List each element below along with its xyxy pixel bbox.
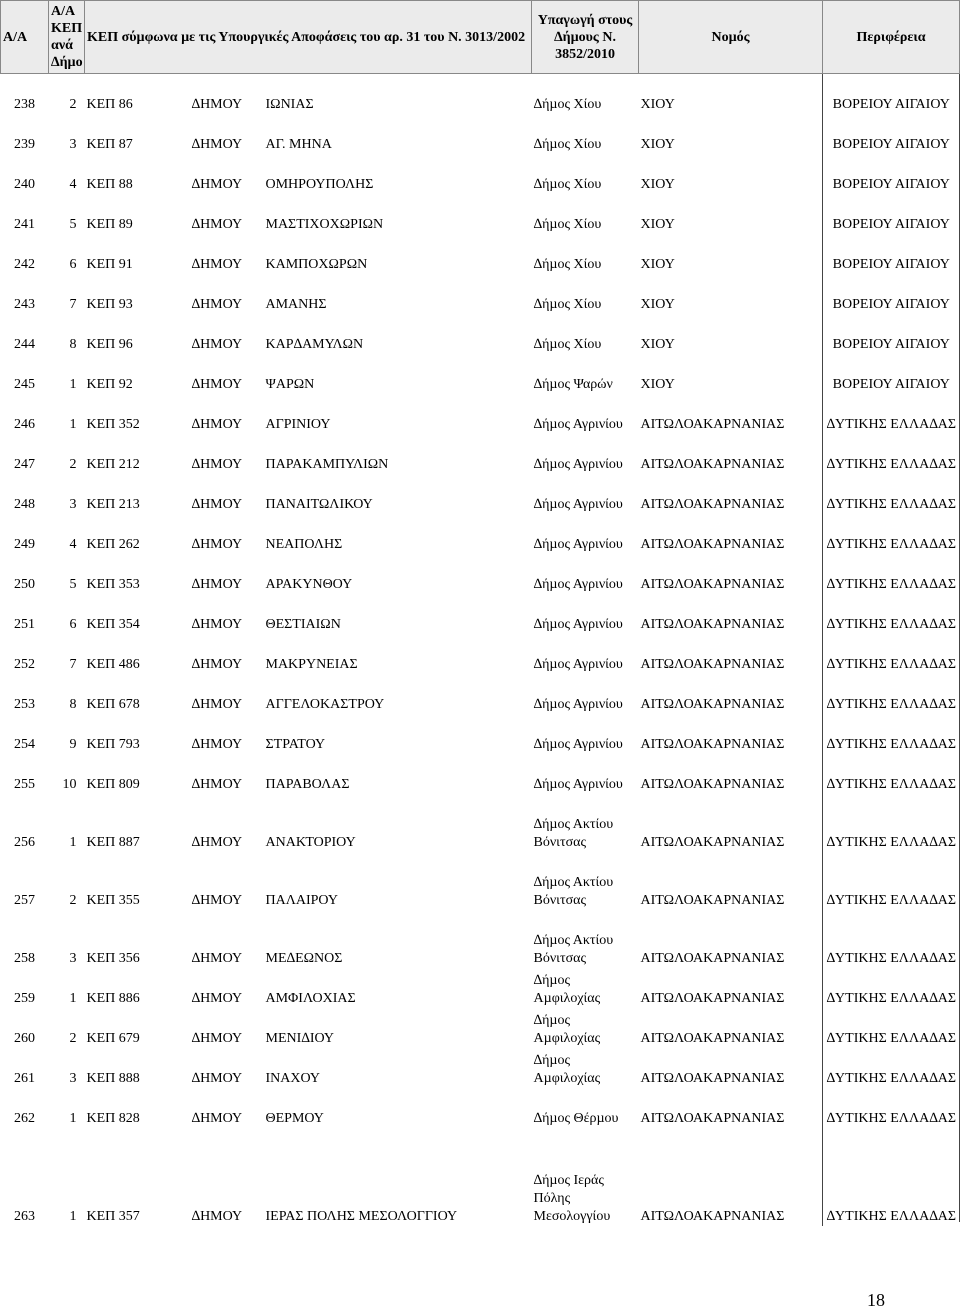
- cell-aa: 251: [14, 616, 35, 632]
- cell-kep: ΚΕΠ 88: [86, 176, 133, 192]
- cell-dimou: ∆ΗΜΟΥ: [191, 736, 243, 752]
- cell-ypagogi: ∆ήµος Ιεράς Πόλης Μεσολογγίου: [533, 1172, 611, 1224]
- cell-region: ∆ΥΤΙΚΗΣ ΕΛΛΑ∆ΑΣ: [823, 1128, 960, 1226]
- cell-local-number: 2: [69, 96, 77, 112]
- cell-aa: 246: [14, 416, 35, 432]
- cell-region: ∆ΥΤΙΚΗΣ ΕΛΛΑ∆ΑΣ: [823, 754, 960, 794]
- table-row: [1, 154, 960, 194]
- table-row: [1, 852, 960, 910]
- cell-dimou: ∆ΗΜΟΥ: [191, 336, 243, 352]
- cell-ypagogi: ∆ήµος Χίου: [533, 336, 602, 352]
- cell-dimou: ∆ΗΜΟΥ: [191, 1070, 243, 1086]
- table-row: [1, 394, 960, 434]
- cell-ypagogi: ∆ήµος Αγρινίου: [533, 776, 623, 792]
- cell-region: ΒΟΡΕΙΟΥ ΑΙΓΑΙΟΥ: [823, 354, 960, 394]
- cell-dimou: ∆ΗΜΟΥ: [191, 616, 243, 632]
- table-row: [1, 74, 960, 114]
- cell-ypagogi: ∆ήµος Αµφιλοχίας: [533, 1012, 601, 1046]
- cell-kep: ΚΕΠ 886: [86, 990, 140, 1006]
- cell-dimou: ∆ΗΜΟΥ: [191, 376, 243, 392]
- cell-nomos: ΧΙΟΥ: [640, 96, 675, 112]
- cell-kep: ΚΕΠ 89: [86, 216, 133, 232]
- cell-kep: ΚΕΠ 86: [86, 96, 133, 112]
- cell-municipality: ΚΑΡ∆ΑΜΥΛΩΝ: [265, 336, 364, 352]
- cell-municipality: ΑΓΓΕΛΟΚΑΣΤΡΟΥ: [265, 696, 385, 712]
- cell-nomos: ΑΙΤΩΛΟΑΚΑΡΝΑΝΙΑΣ: [640, 536, 785, 552]
- header-kep: ΚΕΠ σύµφωνα µε τις Υπουργικές Αποφάσεις του αρ. 31 του Ν. 3013/2002: [85, 1, 532, 74]
- cell-kep: ΚΕΠ 809: [86, 776, 140, 792]
- cell-nomos: ΧΙΟΥ: [640, 136, 675, 152]
- cell-nomos: ΧΙΟΥ: [640, 256, 675, 272]
- cell-kep: ΚΕΠ 793: [86, 736, 140, 752]
- cell-aa: 258: [14, 950, 35, 966]
- cell-local-number: 7: [69, 296, 77, 312]
- cell-ypagogi: ∆ήµος Αµφιλοχίας: [533, 1052, 601, 1086]
- cell-dimou: ∆ΗΜΟΥ: [191, 576, 243, 592]
- cell-nomos: ΑΙΤΩΛΟΑΚΑΡΝΑΝΙΑΣ: [640, 1070, 785, 1086]
- cell-local-number: 3: [69, 1070, 77, 1086]
- cell-ypagogi: ∆ήµος Αγρινίου: [533, 456, 623, 472]
- table-row: [1, 754, 960, 794]
- cell-local-number: 3: [69, 136, 77, 152]
- cell-nomos: ΧΙΟΥ: [640, 376, 675, 392]
- table-row: [1, 1008, 960, 1048]
- cell-region: ∆ΥΤΙΚΗΣ ΕΛΛΑ∆ΑΣ: [823, 634, 960, 674]
- cell-local-number: 1: [69, 416, 77, 432]
- cell-local-number: 1: [69, 990, 77, 1006]
- cell-municipality: ΝΕΑΠΟΛΗΣ: [265, 536, 343, 552]
- table-row: [1, 674, 960, 714]
- table-row: [1, 1048, 960, 1088]
- cell-region: ∆ΥΤΙΚΗΣ ΕΛΛΑ∆ΑΣ: [823, 968, 960, 1008]
- cell-municipality: ΠΑΡΑΚΑΜΠΥΛΙΩΝ: [265, 456, 389, 472]
- cell-dimou: ∆ΗΜΟΥ: [191, 416, 243, 432]
- table-row: [1, 434, 960, 474]
- cell-aa: 262: [14, 1110, 35, 1126]
- cell-kep: ΚΕΠ 352: [86, 416, 140, 432]
- cell-local-number: 3: [69, 950, 77, 966]
- cell-municipality: ΘΕΣΤΙΑΙΩΝ: [265, 616, 341, 632]
- table-row: [1, 474, 960, 514]
- cell-ypagogi: ∆ήµος Ακτίου Βόνιτσας: [533, 874, 614, 908]
- cell-dimou: ∆ΗΜΟΥ: [191, 296, 243, 312]
- cell-kep: ΚΕΠ 486: [86, 656, 140, 672]
- cell-aa: 257: [14, 892, 35, 908]
- cell-dimou: ∆ΗΜΟΥ: [191, 990, 243, 1006]
- cell-municipality: ΑΓ. ΜΗΝΑ: [265, 136, 332, 152]
- cell-nomos: ΑΙΤΩΛΟΑΚΑΡΝΑΝΙΑΣ: [640, 736, 785, 752]
- table-row: [1, 968, 960, 1008]
- cell-dimou: ∆ΗΜΟΥ: [191, 1208, 243, 1224]
- cell-dimou: ∆ΗΜΟΥ: [191, 136, 243, 152]
- cell-aa: 260: [14, 1030, 35, 1046]
- cell-ypagogi: ∆ήµος Χίου: [533, 216, 602, 232]
- cell-nomos: ΧΙΟΥ: [640, 216, 675, 232]
- cell-region: ΒΟΡΕΙΟΥ ΑΙΓΑΙΟΥ: [823, 314, 960, 354]
- cell-ypagogi: ∆ήµος Χίου: [533, 136, 602, 152]
- cell-dimou: ∆ΗΜΟΥ: [191, 1030, 243, 1046]
- cell-aa: 255: [14, 776, 35, 792]
- cell-region: ΒΟΡΕΙΟΥ ΑΙΓΑΙΟΥ: [823, 114, 960, 154]
- cell-nomos: ΧΙΟΥ: [640, 296, 675, 312]
- cell-aa: 245: [14, 376, 35, 392]
- cell-dimou: ∆ΗΜΟΥ: [191, 834, 243, 850]
- cell-ypagogi: ∆ήµος Ακτίου Βόνιτσας: [533, 932, 614, 966]
- cell-kep: ΚΕΠ 87: [86, 136, 133, 152]
- table-row: [1, 514, 960, 554]
- cell-municipality: ΚΑΜΠΟΧΩΡΩΝ: [265, 256, 368, 272]
- cell-municipality: ΠΑΛΑΙΡΟΥ: [265, 892, 338, 908]
- cell-aa: 247: [14, 456, 35, 472]
- cell-municipality: ΑΜΦΙΛΟΧΙΑΣ: [265, 990, 356, 1006]
- cell-kep: ΚΕΠ 679: [86, 1030, 140, 1046]
- cell-nomos: ΑΙΤΩΛΟΑΚΑΡΝΑΝΙΑΣ: [640, 1030, 785, 1046]
- cell-ypagogi: ∆ήµος Χίου: [533, 256, 602, 272]
- cell-dimou: ∆ΗΜΟΥ: [191, 1110, 243, 1126]
- cell-municipality: ΜΑΣΤΙΧΟΧΩΡΙΩΝ: [265, 216, 384, 232]
- cell-region: ∆ΥΤΙΚΗΣ ΕΛΛΑ∆ΑΣ: [823, 434, 960, 474]
- cell-nomos: ΑΙΤΩΛΟΑΚΑΡΝΑΝΙΑΣ: [640, 1208, 785, 1224]
- cell-kep: ΚΕΠ 212: [86, 456, 140, 472]
- cell-municipality: ΑΓΡΙΝΙΟΥ: [265, 416, 331, 432]
- cell-region: ∆ΥΤΙΚΗΣ ΕΛΛΑ∆ΑΣ: [823, 1048, 960, 1088]
- cell-ypagogi: ∆ήµος Αµφιλοχίας: [533, 972, 601, 1006]
- cell-local-number: 9: [69, 736, 77, 752]
- cell-ypagogi: ∆ήµος Ακτίου Βόνιτσας: [533, 816, 614, 850]
- cell-nomos: ΑΙΤΩΛΟΑΚΑΡΝΑΝΙΑΣ: [640, 950, 785, 966]
- table-row: [1, 1128, 960, 1226]
- cell-aa: 261: [14, 1070, 35, 1086]
- cell-municipality: ΠΑΝΑΙΤΩΛΙΚΟΥ: [265, 496, 373, 512]
- cell-local-number: 1: [69, 1110, 77, 1126]
- cell-local-number: 2: [69, 456, 77, 472]
- cell-local-number: 5: [69, 576, 77, 592]
- cell-aa: 256: [14, 834, 35, 850]
- table-row: [1, 1088, 960, 1128]
- cell-region: ∆ΥΤΙΚΗΣ ΕΛΛΑ∆ΑΣ: [823, 794, 960, 852]
- cell-region: ΒΟΡΕΙΟΥ ΑΙΓΑΙΟΥ: [823, 194, 960, 234]
- cell-aa: 250: [14, 576, 35, 592]
- cell-ypagogi: ∆ήµος Χίου: [533, 296, 602, 312]
- cell-aa: 240: [14, 176, 35, 192]
- cell-ypagogi: ∆ήµος Αγρινίου: [533, 536, 623, 552]
- cell-nomos: ΧΙΟΥ: [640, 176, 675, 192]
- cell-local-number: 3: [69, 496, 77, 512]
- cell-region: ∆ΥΤΙΚΗΣ ΕΛΛΑ∆ΑΣ: [823, 1088, 960, 1128]
- cell-ypagogi: ∆ήµος Αγρινίου: [533, 736, 623, 752]
- cell-kep: ΚΕΠ 678: [86, 696, 140, 712]
- cell-ypagogi: ∆ήµος Αγρινίου: [533, 696, 623, 712]
- cell-dimou: ∆ΗΜΟΥ: [191, 656, 243, 672]
- cell-dimou: ∆ΗΜΟΥ: [191, 216, 243, 232]
- table-row: [1, 274, 960, 314]
- cell-region: ∆ΥΤΙΚΗΣ ΕΛΛΑ∆ΑΣ: [823, 554, 960, 594]
- table-row: [1, 910, 960, 968]
- cell-kep: ΚΕΠ 91: [86, 256, 133, 272]
- cell-aa: 253: [14, 696, 35, 712]
- table-row: [1, 354, 960, 394]
- cell-kep: ΚΕΠ 888: [86, 1070, 140, 1086]
- cell-aa: 239: [14, 136, 35, 152]
- cell-local-number: 2: [69, 1030, 77, 1046]
- cell-region: ∆ΥΤΙΚΗΣ ΕΛΛΑ∆ΑΣ: [823, 394, 960, 434]
- cell-local-number: 10: [62, 776, 77, 792]
- cell-kep: ΚΕΠ 353: [86, 576, 140, 592]
- table-header-row: [1, 1, 960, 74]
- cell-kep: ΚΕΠ 213: [86, 496, 140, 512]
- cell-kep: ΚΕΠ 354: [86, 616, 140, 632]
- cell-nomos: ΑΙΤΩΛΟΑΚΑΡΝΑΝΙΑΣ: [640, 776, 785, 792]
- cell-kep: ΚΕΠ 828: [86, 1110, 140, 1126]
- cell-region: ∆ΥΤΙΚΗΣ ΕΛΛΑ∆ΑΣ: [823, 594, 960, 634]
- cell-nomos: ΑΙΤΩΛΟΑΚΑΡΝΑΝΙΑΣ: [640, 656, 785, 672]
- cell-kep: ΚΕΠ 262: [86, 536, 140, 552]
- cell-aa: 238: [14, 96, 35, 112]
- cell-nomos: ΑΙΤΩΛΟΑΚΑΡΝΑΝΙΑΣ: [640, 892, 785, 908]
- cell-local-number: 6: [69, 256, 77, 272]
- page-number: 18: [867, 1290, 885, 1310]
- cell-municipality: ΜΕ∆ΕΩΝΟΣ: [265, 950, 343, 966]
- cell-dimou: ∆ΗΜΟΥ: [191, 892, 243, 908]
- cell-nomos: ΑΙΤΩΛΟΑΚΑΡΝΑΝΙΑΣ: [640, 990, 785, 1006]
- cell-municipality: ΙΩΝΙΑΣ: [265, 96, 314, 112]
- cell-municipality: ΨΑΡΩΝ: [265, 376, 315, 392]
- table-row: [1, 794, 960, 852]
- cell-kep: ΚΕΠ 92: [86, 376, 133, 392]
- cell-kep: ΚΕΠ 357: [86, 1208, 140, 1224]
- cell-municipality: ΘΕΡΜΟΥ: [265, 1110, 324, 1126]
- cell-region: ∆ΥΤΙΚΗΣ ΕΛΛΑ∆ΑΣ: [823, 674, 960, 714]
- cell-region: ΒΟΡΕΙΟΥ ΑΙΓΑΙΟΥ: [823, 234, 960, 274]
- cell-aa: 241: [14, 216, 35, 232]
- cell-local-number: 1: [69, 834, 77, 850]
- cell-municipality: ΠΑΡΑΒΟΛΑΣ: [265, 776, 350, 792]
- cell-kep: ΚΕΠ 887: [86, 834, 140, 850]
- table-row: [1, 554, 960, 594]
- cell-ypagogi: ∆ήµος Αγρινίου: [533, 576, 623, 592]
- cell-aa: 259: [14, 990, 35, 1006]
- cell-municipality: ΙΕΡΑΣ ΠΟΛΗΣ ΜΕΣΟΛΟΓΓΙΟΥ: [265, 1208, 458, 1224]
- header-perifereia: Περιφέρεια: [823, 1, 960, 74]
- cell-kep: ΚΕΠ 96: [86, 336, 133, 352]
- cell-local-number: 8: [69, 696, 77, 712]
- cell-aa: 244: [14, 336, 35, 352]
- cell-dimou: ∆ΗΜΟΥ: [191, 950, 243, 966]
- cell-region: ∆ΥΤΙΚΗΣ ΕΛΛΑ∆ΑΣ: [823, 514, 960, 554]
- table-row: [1, 234, 960, 274]
- cell-local-number: 1: [69, 376, 77, 392]
- cell-municipality: ΑΜΑΝΗΣ: [265, 296, 327, 312]
- table-row: [1, 634, 960, 674]
- cell-aa: 242: [14, 256, 35, 272]
- cell-aa: 252: [14, 656, 35, 672]
- cell-nomos: ΑΙΤΩΛΟΑΚΑΡΝΑΝΙΑΣ: [640, 576, 785, 592]
- cell-aa: 254: [14, 736, 35, 752]
- cell-municipality: ΙΝΑΧΟΥ: [265, 1070, 321, 1086]
- cell-nomos: ΑΙΤΩΛΟΑΚΑΡΝΑΝΙΑΣ: [640, 416, 785, 432]
- table-row: [1, 594, 960, 634]
- cell-municipality: ΟΜΗΡΟΥΠΟΛΗΣ: [265, 176, 374, 192]
- cell-local-number: 4: [69, 536, 77, 552]
- cell-aa: 243: [14, 296, 35, 312]
- cell-local-number: 4: [69, 176, 77, 192]
- cell-dimou: ∆ΗΜΟΥ: [191, 496, 243, 512]
- cell-aa: 263: [14, 1208, 35, 1224]
- cell-local-number: 1: [69, 1208, 77, 1224]
- cell-region: ∆ΥΤΙΚΗΣ ΕΛΛΑ∆ΑΣ: [823, 714, 960, 754]
- table-row: [1, 314, 960, 354]
- cell-nomos: ΑΙΤΩΛΟΑΚΑΡΝΑΝΙΑΣ: [640, 496, 785, 512]
- cell-local-number: 6: [69, 616, 77, 632]
- table-body: [1, 74, 960, 1226]
- cell-local-number: 5: [69, 216, 77, 232]
- cell-dimou: ∆ΗΜΟΥ: [191, 456, 243, 472]
- cell-dimou: ∆ΗΜΟΥ: [191, 536, 243, 552]
- cell-region: ∆ΥΤΙΚΗΣ ΕΛΛΑ∆ΑΣ: [823, 852, 960, 910]
- cell-ypagogi: ∆ήµος Ψαρών: [533, 376, 613, 392]
- cell-municipality: ΑΡΑΚΥΝΘΟΥ: [265, 576, 353, 592]
- cell-aa: 249: [14, 536, 35, 552]
- cell-kep: ΚΕΠ 93: [86, 296, 133, 312]
- cell-ypagogi: ∆ήµος Αγρινίου: [533, 496, 623, 512]
- cell-nomos: ΑΙΤΩΛΟΑΚΑΡΝΑΝΙΑΣ: [640, 696, 785, 712]
- cell-municipality: ΜΑΚΡΥΝΕΙΑΣ: [265, 656, 358, 672]
- cell-nomos: ΑΙΤΩΛΟΑΚΑΡΝΑΝΙΑΣ: [640, 834, 785, 850]
- cell-ypagogi: ∆ήµος Αγρινίου: [533, 656, 623, 672]
- table-row: [1, 114, 960, 154]
- cell-municipality: ΑΝΑΚΤΟΡΙΟΥ: [265, 834, 356, 850]
- cell-nomos: ΑΙΤΩΛΟΑΚΑΡΝΑΝΙΑΣ: [640, 616, 785, 632]
- table-row: [1, 714, 960, 754]
- cell-municipality: ΣΤΡΑΤΟΥ: [265, 736, 326, 752]
- header-nomos: Νοµός: [639, 1, 823, 74]
- header-ypagogi: Υπαγωγή στους ∆ήµους Ν. 3852/2010: [532, 1, 639, 74]
- cell-municipality: ΜΕΝΙ∆ΙΟΥ: [265, 1030, 335, 1046]
- cell-local-number: 8: [69, 336, 77, 352]
- cell-ypagogi: ∆ήµος Χίου: [533, 96, 602, 112]
- header-aa: Α/Α: [1, 1, 49, 74]
- cell-nomos: ΧΙΟΥ: [640, 336, 675, 352]
- cell-aa: 248: [14, 496, 35, 512]
- cell-kep: ΚΕΠ 356: [86, 950, 140, 966]
- cell-kep: ΚΕΠ 355: [86, 892, 140, 908]
- header-aa-dimo: Α/Α ΚΕΠ ανά ∆ήµο: [49, 1, 85, 74]
- cell-dimou: ∆ΗΜΟΥ: [191, 776, 243, 792]
- cell-ypagogi: ∆ήµος Αγρινίου: [533, 616, 623, 632]
- table-row: [1, 194, 960, 234]
- cell-region: ∆ΥΤΙΚΗΣ ΕΛΛΑ∆ΑΣ: [823, 910, 960, 968]
- cell-region: ∆ΥΤΙΚΗΣ ΕΛΛΑ∆ΑΣ: [823, 1008, 960, 1048]
- cell-local-number: 2: [69, 892, 77, 908]
- cell-ypagogi: ∆ήµος Αγρινίου: [533, 416, 623, 432]
- cell-dimou: ∆ΗΜΟΥ: [191, 696, 243, 712]
- cell-region: ΒΟΡΕΙΟΥ ΑΙΓΑΙΟΥ: [823, 74, 960, 114]
- cell-region: ΒΟΡΕΙΟΥ ΑΙΓΑΙΟΥ: [823, 274, 960, 314]
- cell-region: ΒΟΡΕΙΟΥ ΑΙΓΑΙΟΥ: [823, 154, 960, 194]
- cell-region: ∆ΥΤΙΚΗΣ ΕΛΛΑ∆ΑΣ: [823, 474, 960, 514]
- cell-ypagogi: ∆ήµος Χίου: [533, 176, 602, 192]
- cell-local-number: 7: [69, 656, 77, 672]
- cell-nomos: ΑΙΤΩΛΟΑΚΑΡΝΑΝΙΑΣ: [640, 1110, 785, 1126]
- cell-dimou: ∆ΗΜΟΥ: [191, 256, 243, 272]
- cell-dimou: ∆ΗΜΟΥ: [191, 176, 243, 192]
- cell-nomos: ΑΙΤΩΛΟΑΚΑΡΝΑΝΙΑΣ: [640, 456, 785, 472]
- cell-ypagogi: ∆ήµος Θέρµου: [533, 1110, 619, 1126]
- cell-dimou: ∆ΗΜΟΥ: [191, 96, 243, 112]
